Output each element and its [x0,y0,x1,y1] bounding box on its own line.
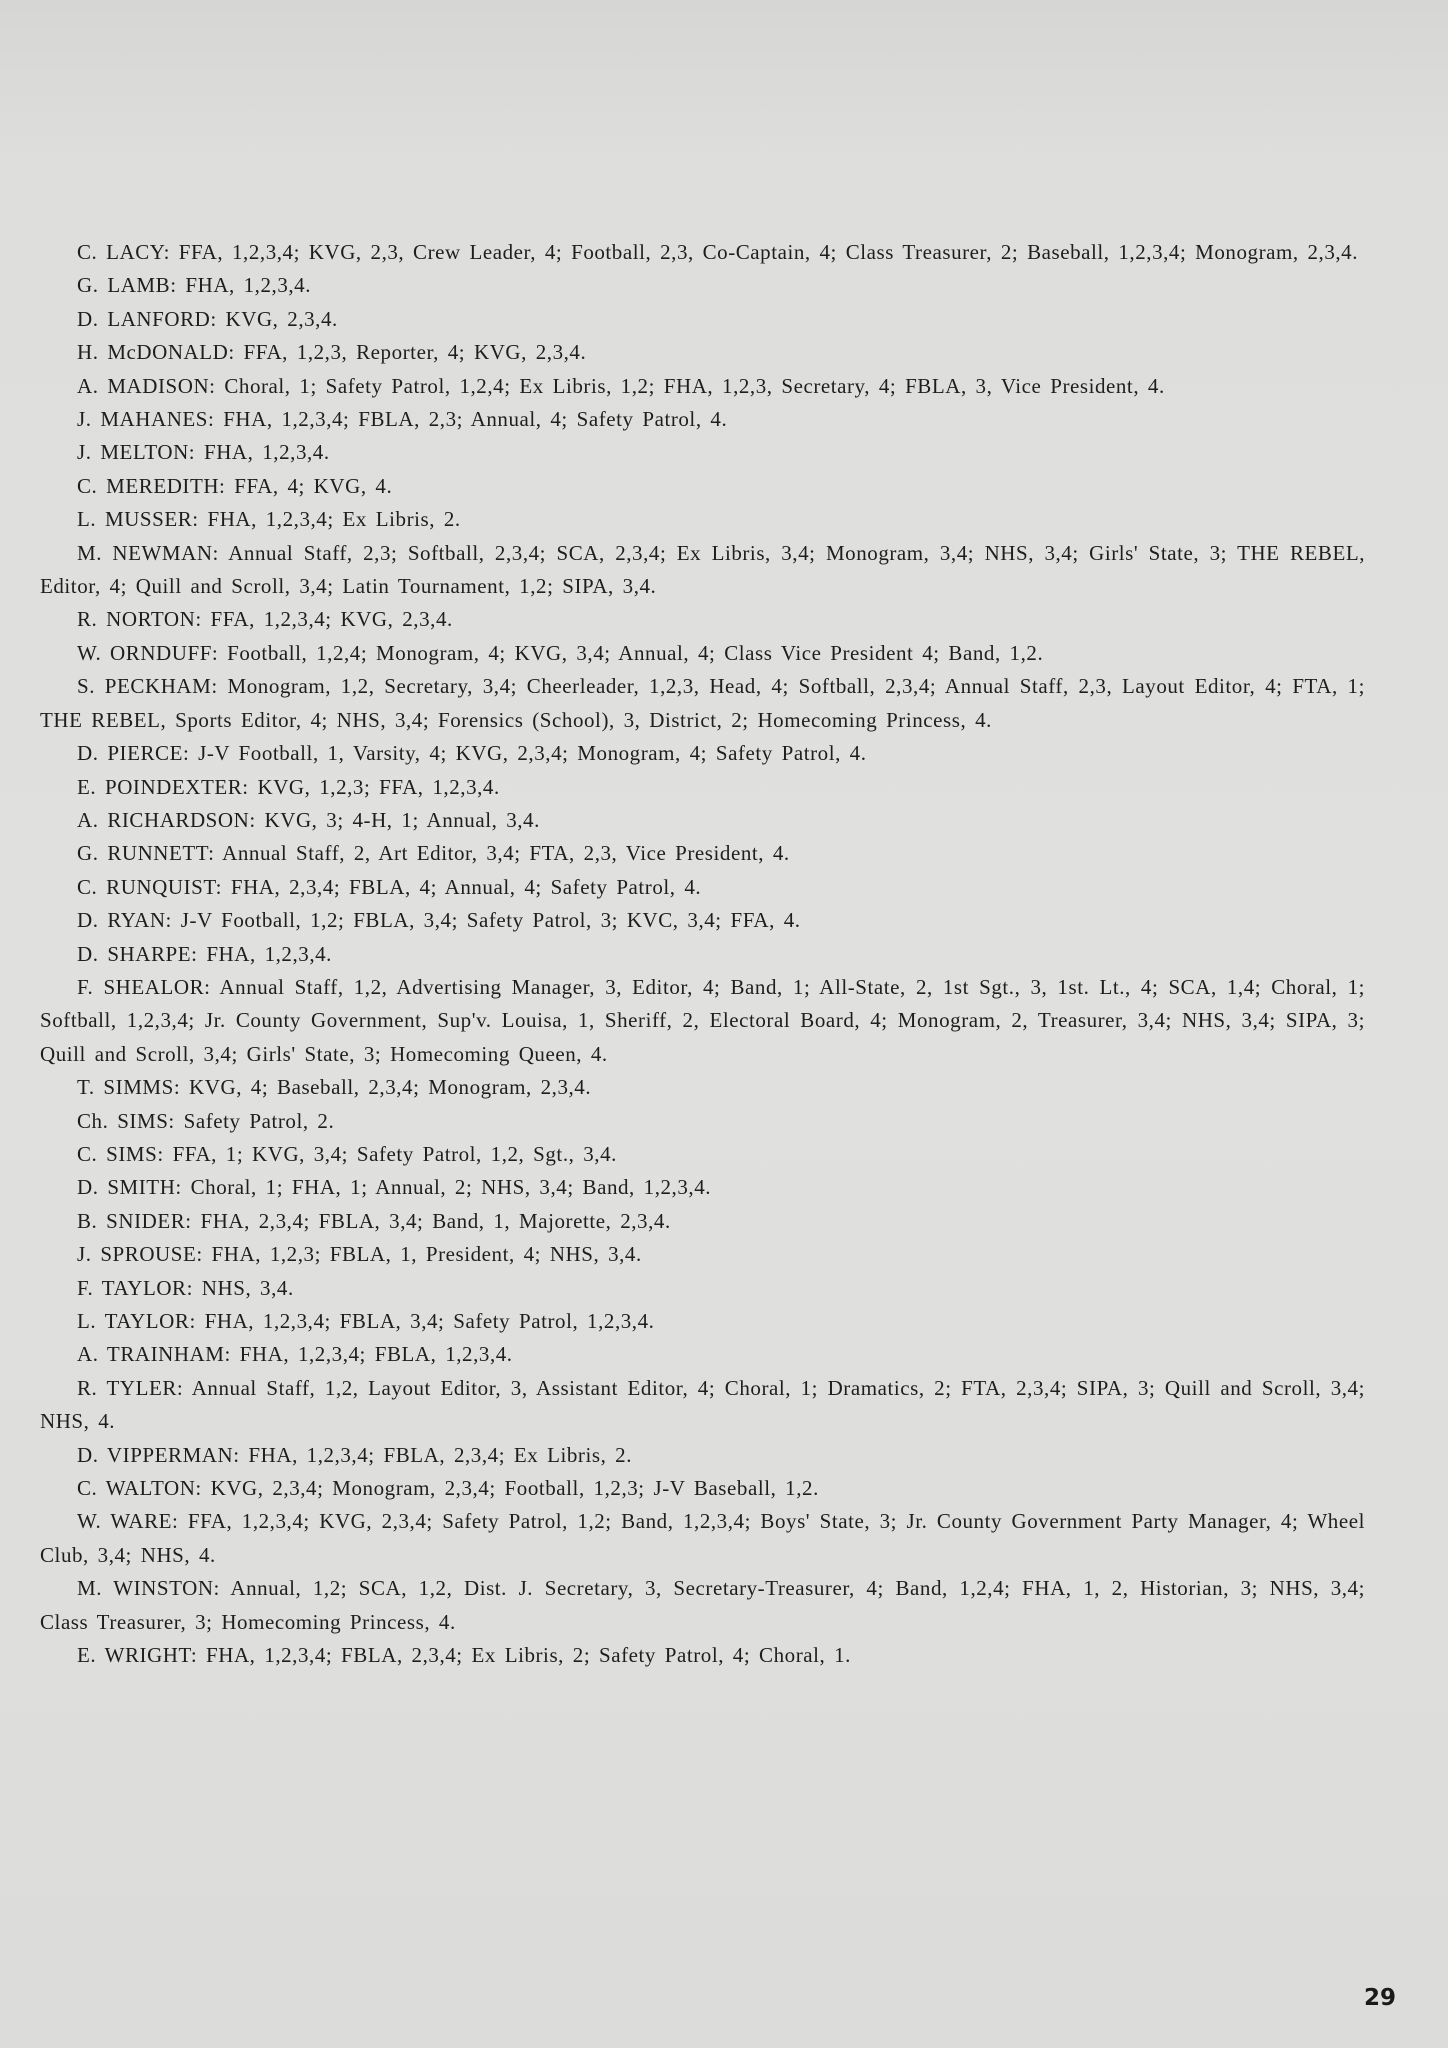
activity-entry: C. SIMS: FFA, 1; KVG, 3,4; Safety Patrol, 1,2, Sgt., 3,4. [77,1141,617,1166]
activity-entry: E. POINDEXTER: KVG, 1,2,3; FFA, 1,2,3,4. [77,774,500,799]
activity-entry: J. MELTON: FHA, 1,2,3,4. [77,440,330,465]
activity-entry: J. SPROUSE: FHA, 1,2,3; FBLA, 1, President, 4; NHS, 3,4. [77,1242,642,1267]
activity-entry: T. SIMMS: KVG, 4; Baseball, 2,3,4; Monogram, 2,3,4. [77,1075,592,1100]
activity-entry: D. RYAN: J-V Football, 1,2; FBLA, 3,4; Safety Patrol, 3; KVC, 3,4; FFA, 4. [77,908,801,933]
activity-entry: D. LANFORD: KVG, 2,3,4. [77,306,338,331]
senior-activities-list [40,236,1365,1672]
activity-entry: W. ORNDUFF: Football, 1,2,4; Monogram, 4; KVG, 3,4; Annual, 4; Class Vice President 4; Band, 1,2. [77,640,1044,665]
activity-entry: R. NORTON: FFA, 1,2,3,4; KVG, 2,3,4. [77,607,453,632]
activity-entry: C. LACY: FFA, 1,2,3,4; KVG, 2,3, Crew Leader, 4; Football, 2,3, Co-Captain, 4; Class Treasurer, 2; Baseball, 1,2,3,4; Monogram, 2,3,4. [77,240,1359,264]
activity-entry: D. SMITH: Choral, 1; FHA, 1; Annual, 2; NHS, 3,4; Band, 1,2,3,4. [77,1175,712,1200]
activity-entry: D. PIERCE: J-V Football, 1, Varsity, 4; KVG, 2,3,4; Monogram, 4; Safety Patrol, 4. [77,741,867,766]
activity-entry: D. VIPPERMAN: FHA, 1,2,3,4; FBLA, 2,3,4; Ex Libris, 2. [77,1442,633,1467]
activity-entry: C. MEREDITH: FFA, 4; KVG, 4. [77,473,393,498]
activity-entry: J. MAHANES: FHA, 1,2,3,4; FBLA, 2,3; Annual, 4; Safety Patrol, 4. [77,407,728,432]
activity-entry: L. TAYLOR: FHA, 1,2,3,4; FBLA, 3,4; Safety Patrol, 1,2,3,4. [77,1309,655,1333]
activity-entry: D. SHARPE: FHA, 1,2,3,4. [77,941,332,966]
page-number: 29 [1364,1985,1397,2011]
activity-entry: M. WINSTON: Annual, 1,2; SCA, 1,2, Dist. J. Secretary, 3, Secretary-Treasurer, 4; Band, 1,2,4; FHA, 1, 2, Historian, 3; NHS, 3,4; Class Treasurer, 3; Homecoming Princess, 4. [40,1576,1365,1634]
activity-entry: M. NEWMAN: Annual Staff, 2,3; Softball, 2,3,4; SCA, 2,3,4; Ex Libris, 3,4; Monogram, 3,4; NHS, 3,4; Girls' State, 3; THE REBEL, Editor, 4; Quill and Scroll, 3,4; Latin Tournament, 1,2; SIPA, 3,4. [40,540,1365,599]
activity-entry: R. TYLER: Annual Staff, 1,2, Layout Editor, 3, Assistant Editor, 4; Choral, 1; Dramatics, 2; FTA, 2,3,4; SIPA, 3; Quill and Scroll, 3,4; NHS, 4. [40,1375,1365,1434]
activity-entry: C. RUNQUIST: FHA, 2,3,4; FBLA, 4; Annual, 4; Safety Patrol, 4. [77,874,702,899]
activity-entry: C. WALTON: KVG, 2,3,4; Monogram, 2,3,4; Football, 1,2,3; J-V Baseball, 1,2. [77,1476,819,1501]
activity-entry: F. SHEALOR: Annual Staff, 1,2, Advertising Manager, 3, Editor, 4; Band, 1; All-State, 2, 1st Sgt., 3, 1st. Lt., 4; SCA, 1,4; Choral, 1; Softball, 1,2,3,4; Jr. County Government, Sup'v. Louisa, 1, Sheriff, 2, Electoral Board, 4; Monogram, 2, Treasurer, 3,4; NHS, 3,4; SIPA, 3; Quill and Scroll, 3,4; Girls' State, 3; Homecoming Queen, 4. [40,974,1365,1066]
activity-entry: E. WRIGHT: FHA, 1,2,3,4; FBLA, 2,3,4; Ex Libris, 2; Safety Patrol, 4; Choral, 1. [77,1643,851,1668]
activity-entry: Ch. SIMS: Safety Patrol, 2. [77,1108,335,1133]
activity-entry: B. SNIDER: FHA, 2,3,4; FBLA, 3,4; Band, 1, Majorette, 2,3,4. [77,1208,671,1233]
activity-entry: L. MUSSER: FHA, 1,2,3,4; Ex Libris, 2. [77,507,461,532]
activity-entry: G. RUNNETT: Annual Staff, 2, Art Editor, 3,4; FTA, 2,3, Vice President, 4. [77,841,790,866]
activity-entry: G. LAMB: FHA, 1,2,3,4. [77,273,312,298]
activity-entry: S. PECKHAM: Monogram, 1,2, Secretary, 3,4; Cheerleader, 1,2,3, Head, 4; Softball, 2,3,4; Annual Staff, 2,3, Layout Editor, 4; FTA, 1; THE REBEL, Sports Editor, 4; NHS, 3,4; Forensics (School), 3, District, 2; Homecoming Princess, 4. [40,674,1365,732]
activity-entry: H. McDONALD: FFA, 1,2,3, Reporter, 4; KVG, 2,3,4. [77,340,587,365]
activity-entry: W. WARE: FFA, 1,2,3,4; KVG, 2,3,4; Safety Patrol, 1,2; Band, 1,2,3,4; Boys' State, 3; Jr. County Government Party Manager, 4; Wheel Club, 3,4; NHS, 4. [40,1509,1365,1567]
activity-entry: A. TRAINHAM: FHA, 1,2,3,4; FBLA, 1,2,3,4. [77,1342,513,1367]
activity-entry: A. MADISON: Choral, 1; Safety Patrol, 1,2,4; Ex Libris, 1,2; FHA, 1,2,3, Secretary, 4; FBLA, 3, Vice President, 4. [77,373,1165,398]
activity-entry: F. TAYLOR: NHS, 3,4. [77,1275,294,1300]
activity-entry: A. RICHARDSON: KVG, 3; 4-H, 1; Annual, 3,4. [77,807,540,832]
